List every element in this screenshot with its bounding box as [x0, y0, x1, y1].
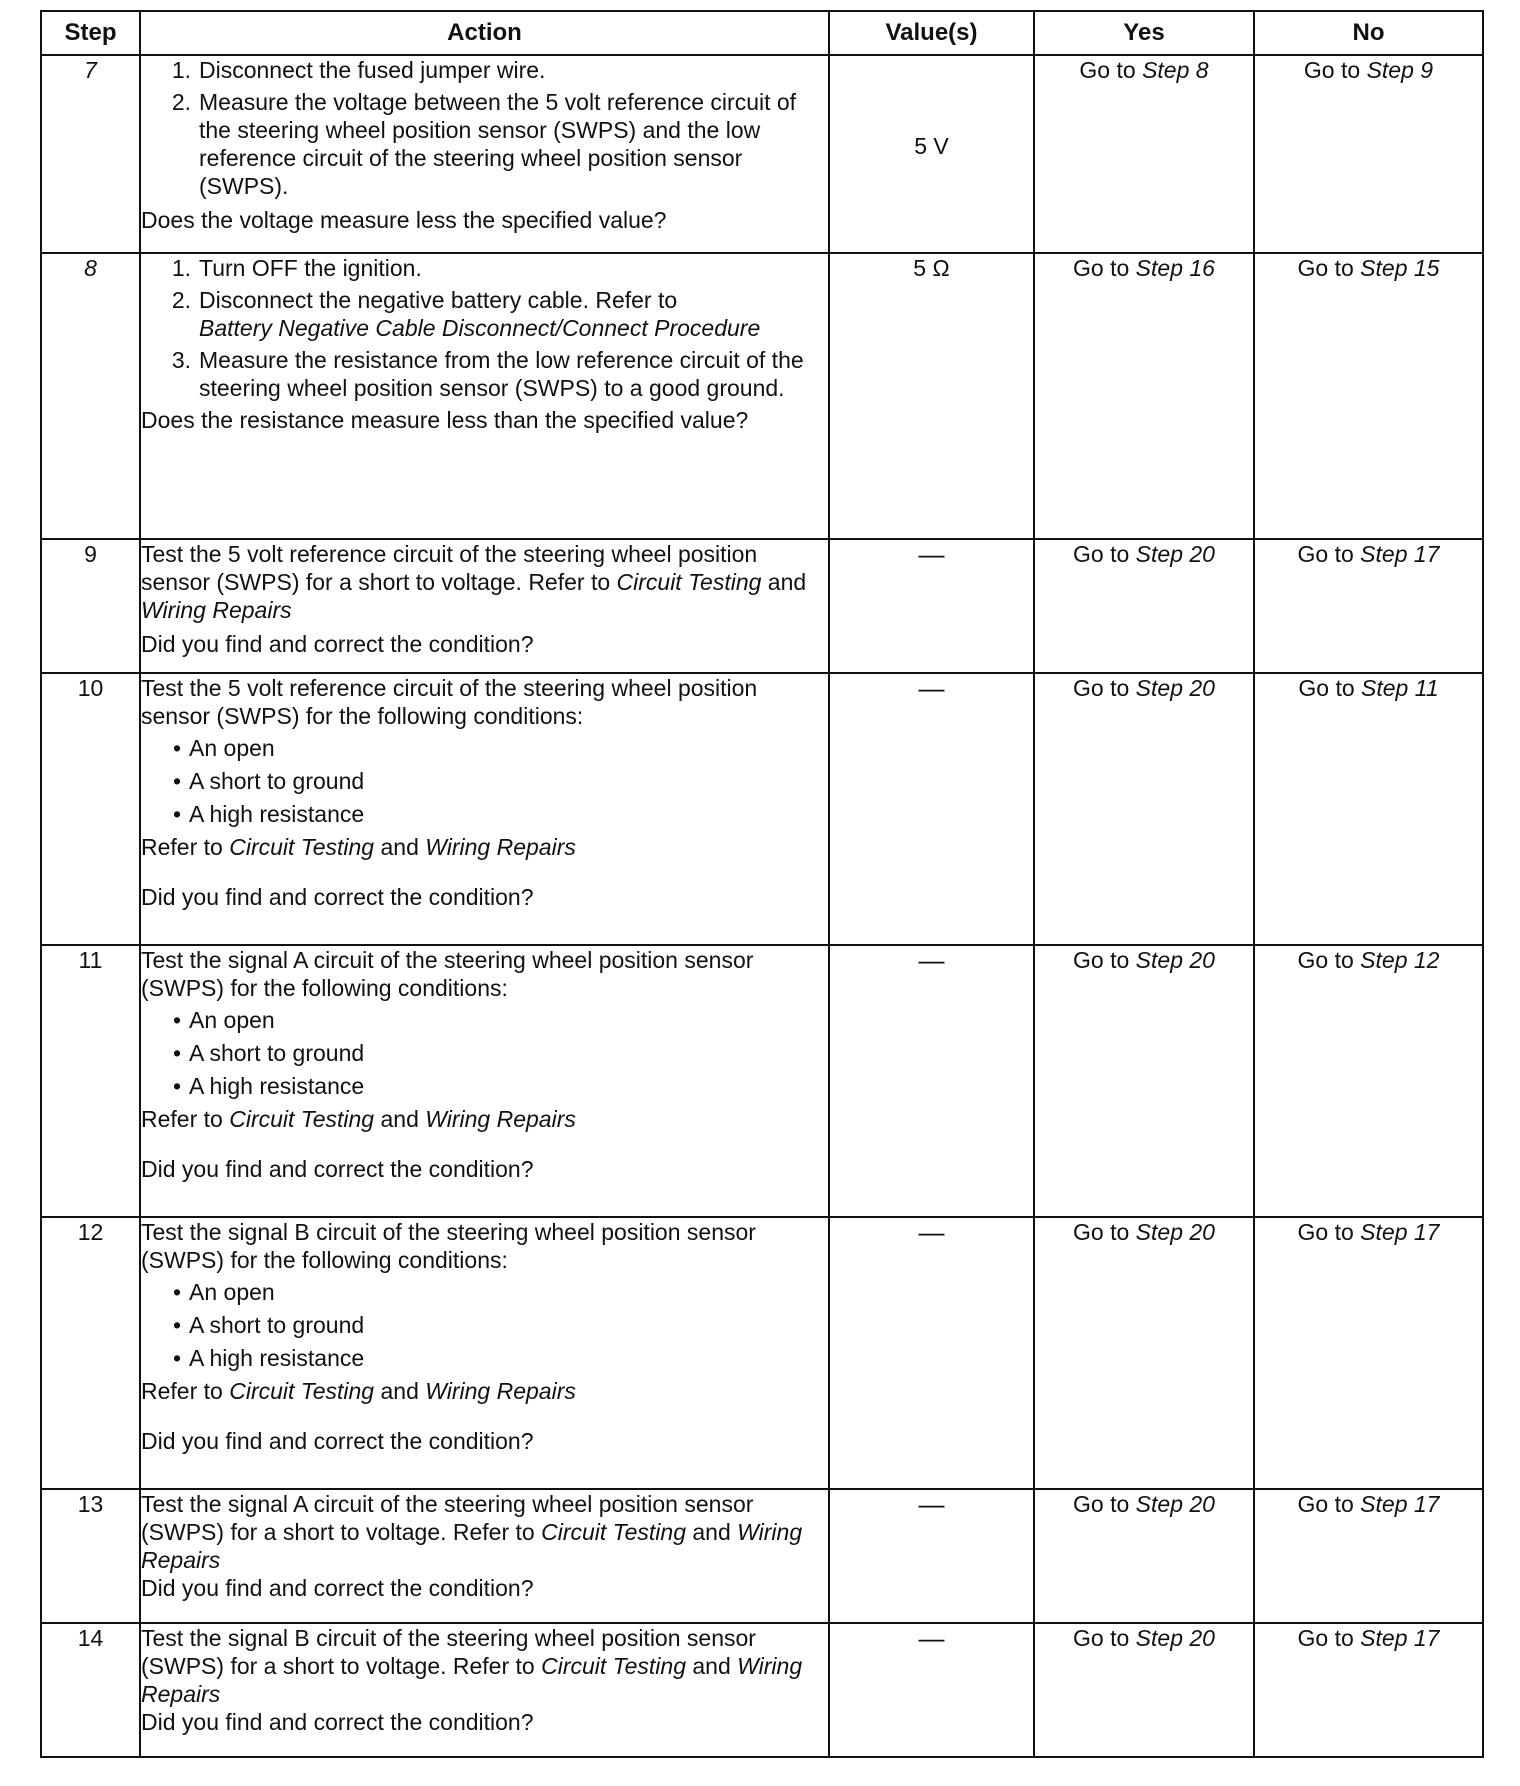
yes-step-link[interactable]: Step 20 [1135, 947, 1215, 973]
circuit-testing-link[interactable]: Circuit Testing [541, 1653, 686, 1679]
action-text: Test the signal B circuit of the steering wheel position sensor (SWPS) for the following conditions: [141, 1219, 756, 1273]
question-text: Did you find and correct the condition? [141, 1428, 534, 1454]
value-cell: — [829, 539, 1034, 673]
header-step: Step [41, 11, 140, 55]
action-cell [140, 253, 829, 539]
header-action: Action [140, 11, 829, 55]
diagnostic-table [40, 10, 1484, 1758]
yes-step-link[interactable]: Step 8 [1142, 57, 1209, 83]
wiring-repairs-link[interactable]: Wiring Repairs [141, 597, 292, 623]
no-step-link[interactable]: Step 11 [1361, 675, 1439, 701]
no-cell: Go to Step 11 [1254, 673, 1483, 945]
step-number: 14 [41, 1623, 140, 1757]
condition-list [141, 1006, 828, 1100]
yes-cell: Go to Step 20 [1034, 539, 1254, 673]
yes-cell: Go to Step 8 [1034, 55, 1254, 253]
list-item: 2. Measure the voltage between the 5 volt reference circuit of the steering wheel position sensor (SWPS) and the low reference circuit of the steering wheel position sensor (SWPS). [171, 89, 797, 199]
circuit-testing-link[interactable]: Circuit Testing [229, 1106, 375, 1132]
no-cell: Go to Step 17 [1254, 1489, 1483, 1623]
value-cell: — [829, 1623, 1034, 1757]
step-number: 13 [41, 1489, 140, 1623]
numbered-list [141, 254, 828, 402]
value-cell: — [829, 945, 1034, 1217]
list-item: 1. Disconnect the fused jumper wire. [171, 57, 546, 83]
circuit-testing-link[interactable]: Circuit Testing [229, 834, 375, 860]
value-cell: 5 Ω [829, 253, 1034, 539]
no-step-link[interactable]: Step 9 [1366, 57, 1434, 83]
no-cell: Go to Step 9 [1254, 55, 1483, 253]
list-item: • An open [172, 1007, 275, 1033]
table-row [41, 539, 1483, 673]
no-cell: Go to Step 15 [1254, 253, 1483, 539]
question-text: Did you find and correct the condition? [141, 884, 534, 910]
action-text: Test the signal A circuit of the steering wheel position sensor (SWPS) for the following conditions: [141, 947, 754, 1001]
table-row [41, 1489, 1483, 1623]
list-item: 3. Measure the resistance from the low reference circuit of the steering wheel position sensor (SWPS) to a good ground. [171, 347, 804, 401]
list-item: • A short to ground [172, 768, 365, 794]
header-no: No [1254, 11, 1483, 55]
table-row [41, 55, 1483, 253]
action-text: Test the signal A circuit of the steering wheel position sensor (SWPS) for a short to voltage. Refer to Circuit Testing and Wiring Repairs [141, 1491, 803, 1573]
list-item: • A high resistance [172, 1345, 365, 1371]
value-cell: 5 V [829, 55, 1034, 253]
step-number: 7 [41, 55, 140, 253]
table-row [41, 1217, 1483, 1489]
yes-cell: Go to Step 20 [1034, 1217, 1254, 1489]
action-cell [140, 1489, 829, 1623]
yes-step-link[interactable]: Step 20 [1135, 1219, 1215, 1245]
yes-cell: Go to Step 20 [1034, 1623, 1254, 1757]
wiring-repairs-link[interactable]: Wiring Repairs [141, 1519, 803, 1573]
question-text: Does the voltage measure less the specified value? [141, 207, 667, 233]
no-step-link[interactable]: Step 17 [1360, 541, 1440, 567]
no-step-link[interactable]: Step 15 [1360, 255, 1440, 281]
step-number: 11 [41, 945, 140, 1217]
list-item: 1. Turn OFF the ignition. [171, 255, 422, 281]
wiring-repairs-link[interactable]: Wiring Repairs [425, 834, 576, 860]
step-number: 12 [41, 1217, 140, 1489]
no-cell: Go to Step 12 [1254, 945, 1483, 1217]
yes-cell: Go to Step 20 [1034, 945, 1254, 1217]
list-item: • An open [172, 735, 275, 761]
list-item: 2. Disconnect the negative battery cable. Refer to Battery Negative Cable Disconnect/Connect Procedure [171, 287, 761, 341]
header-values: Value(s) [829, 11, 1034, 55]
question-text: Did you find and correct the condition? [141, 1156, 534, 1182]
no-step-link[interactable]: Step 17 [1360, 1625, 1440, 1651]
numbered-list [141, 56, 828, 200]
yes-cell: Go to Step 20 [1034, 673, 1254, 945]
no-cell: Go to Step 17 [1254, 1217, 1483, 1489]
wiring-repairs-link[interactable]: Wiring Repairs [425, 1106, 576, 1132]
step-number: 10 [41, 673, 140, 945]
table-row [41, 253, 1483, 539]
circuit-testing-link[interactable]: Circuit Testing [229, 1378, 375, 1404]
action-text: Test the signal B circuit of the steering wheel position sensor (SWPS) for a short to voltage. Refer to Circuit Testing and Wiring Repairs [141, 1625, 803, 1707]
table-header-row [41, 11, 1483, 55]
question-text: Did you find and correct the condition? [141, 631, 534, 657]
yes-step-link[interactable]: Step 20 [1135, 1491, 1215, 1517]
action-cell [140, 945, 829, 1217]
condition-list [141, 734, 828, 828]
action-text: Test the 5 volt reference circuit of the steering wheel position sensor (SWPS) for a short to voltage. Refer to Circuit Testing and Wiring Repairs [141, 541, 807, 623]
no-cell: Go to Step 17 [1254, 1623, 1483, 1757]
no-step-link[interactable]: Step 12 [1360, 947, 1440, 973]
header-yes: Yes [1034, 11, 1254, 55]
table-row [41, 673, 1483, 945]
list-item: • A high resistance [172, 801, 365, 827]
list-item: • An open [172, 1279, 275, 1305]
action-text: Test the 5 volt reference circuit of the steering wheel position sensor (SWPS) for the following conditions: [141, 675, 758, 729]
circuit-testing-link[interactable]: Circuit Testing [616, 569, 762, 595]
condition-list [141, 1278, 828, 1372]
yes-step-link[interactable]: Step 16 [1135, 255, 1215, 281]
question-text: Did you find and correct the condition? [141, 1709, 534, 1735]
no-cell: Go to Step 17 [1254, 539, 1483, 673]
action-cell [140, 1217, 829, 1489]
value-cell: — [829, 673, 1034, 945]
list-item: • A high resistance [172, 1073, 365, 1099]
action-cell [140, 539, 829, 673]
procedure-reference[interactable]: Battery Negative Cable Disconnect/Connect Procedure [199, 315, 761, 341]
no-step-link[interactable]: Step 17 [1360, 1219, 1440, 1245]
circuit-testing-link[interactable]: Circuit Testing [541, 1519, 686, 1545]
step-number: 9 [41, 539, 140, 673]
table-row [41, 945, 1483, 1217]
yes-step-link[interactable]: Step 20 [1135, 541, 1215, 567]
wiring-repairs-link[interactable]: Wiring Repairs [425, 1378, 576, 1404]
value-cell: — [829, 1489, 1034, 1623]
table-row [41, 1623, 1483, 1757]
wiring-repairs-link[interactable]: Wiring Repairs [141, 1653, 803, 1707]
refer-text: Refer to Circuit Testing and Wiring Repairs [141, 1106, 576, 1132]
yes-cell: Go to Step 16 [1034, 253, 1254, 539]
action-cell [140, 55, 829, 253]
question-text: Does the resistance measure less than the specified value? [141, 407, 749, 433]
yes-cell: Go to Step 20 [1034, 1489, 1254, 1623]
list-item: • A short to ground [172, 1040, 365, 1066]
refer-text: Refer to Circuit Testing and Wiring Repairs [141, 834, 576, 860]
yes-step-link[interactable]: Step 20 [1135, 1625, 1215, 1651]
action-cell [140, 673, 829, 945]
value-cell: — [829, 1217, 1034, 1489]
refer-text: Refer to Circuit Testing and Wiring Repairs [141, 1378, 576, 1404]
no-step-link[interactable]: Step 17 [1360, 1491, 1440, 1517]
yes-step-link[interactable]: Step 20 [1135, 675, 1215, 701]
list-item: • A short to ground [172, 1312, 365, 1338]
question-text: Did you find and correct the condition? [141, 1575, 534, 1601]
action-cell [140, 1623, 829, 1757]
step-number: 8 [41, 253, 140, 539]
